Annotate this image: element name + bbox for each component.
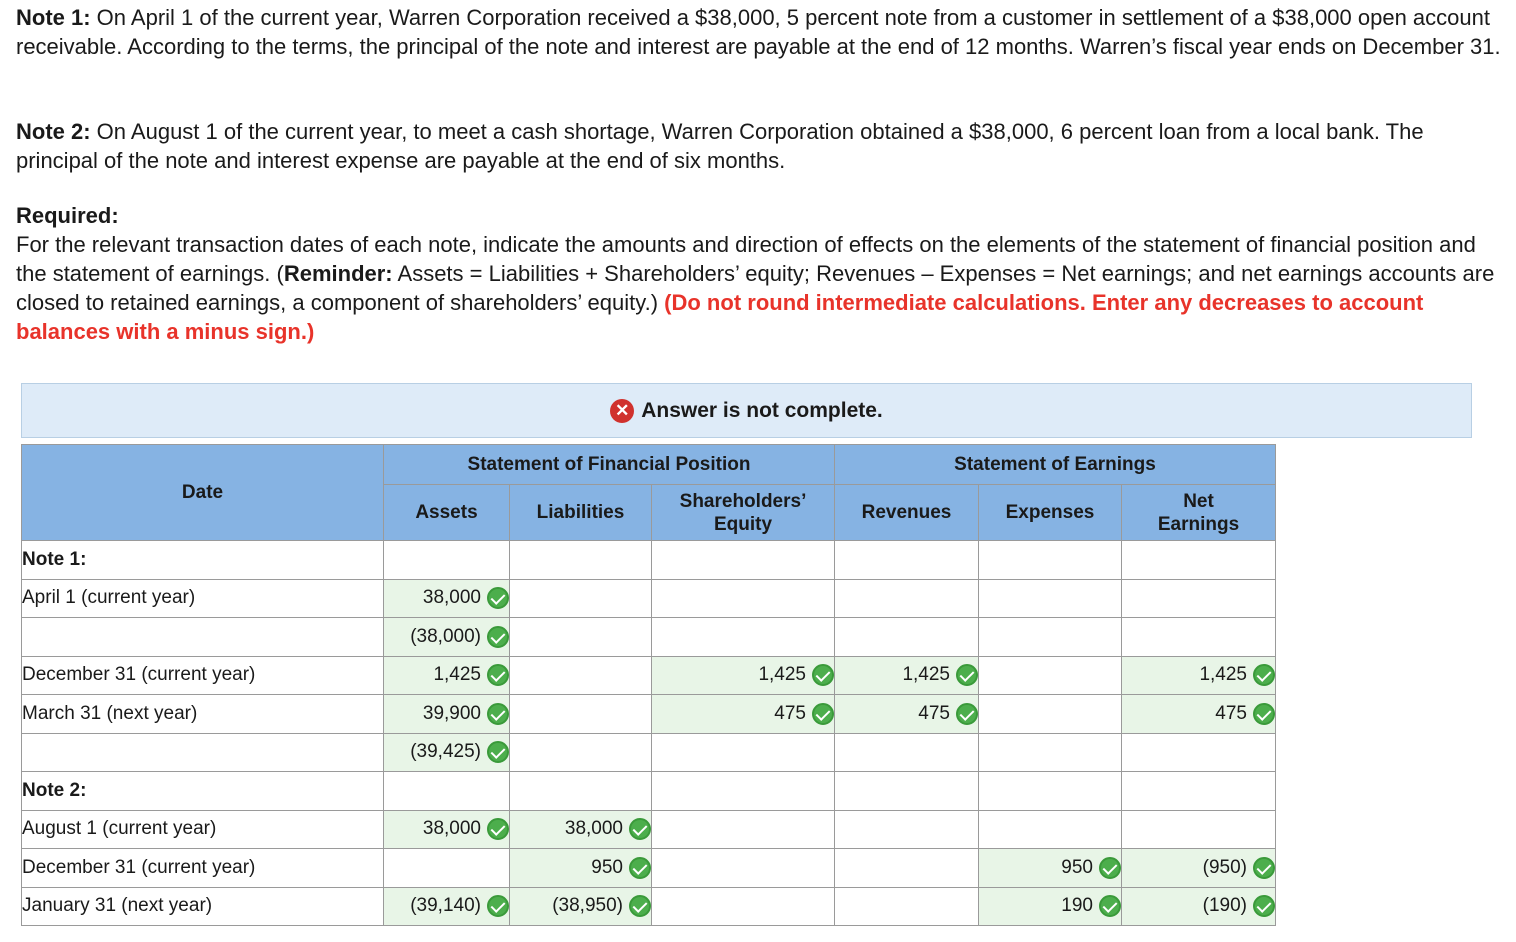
note-1-paragraph (16, 3, 1511, 61)
equity-cell[interactable] (652, 849, 835, 888)
revenues-cell[interactable] (835, 656, 979, 695)
checkmark-icon (812, 664, 834, 686)
checkmark-icon (1099, 857, 1121, 879)
equity-value: 1,425 (758, 664, 806, 686)
note-2-text: On August 1 of the current year, to meet a cash shortage, Warren Corporation obtained a $38,000, 6 percent loan from a local bank. The principal of the note and interest expense are payable at the end of six months. (16, 119, 1424, 173)
assets-value: 38,000 (422, 587, 481, 609)
revenues-cell[interactable] (835, 618, 979, 657)
checkmark-icon (1253, 664, 1275, 686)
group-header-financial-position: Statement of Financial Position (384, 445, 835, 485)
net-value: 475 (1215, 702, 1247, 724)
table-row (22, 695, 1276, 734)
net-cell[interactable] (1122, 695, 1276, 734)
checkmark-icon (812, 703, 834, 725)
assets-cell[interactable] (384, 618, 510, 657)
equity-cell[interactable] (652, 695, 835, 734)
col-header-date: Date (22, 445, 384, 541)
liabilities-cell[interactable] (510, 810, 652, 849)
table-row (22, 618, 1276, 657)
revenues-cell[interactable] (835, 887, 979, 926)
liabilities-cell[interactable] (510, 887, 652, 926)
col-header-equity: Shareholders’ Equity (652, 485, 835, 541)
table-row (22, 849, 1276, 888)
net-cell[interactable] (1122, 772, 1276, 811)
checkmark-icon (956, 703, 978, 725)
note-2-label: Note 2: (16, 119, 91, 144)
liabilities-cell[interactable] (510, 579, 652, 618)
revenues-cell[interactable] (835, 579, 979, 618)
assets-cell[interactable] (384, 887, 510, 926)
col-header-liabilities: Liabilities (510, 485, 652, 541)
equity-cell[interactable] (652, 887, 835, 926)
checkmark-icon (1253, 703, 1275, 725)
liabilities-cell[interactable] (510, 849, 652, 888)
net-value: (190) (1202, 895, 1247, 917)
section-row (22, 772, 1276, 811)
liabilities-cell[interactable] (510, 618, 652, 657)
checkmark-icon (629, 895, 651, 917)
revenues-cell[interactable] (835, 810, 979, 849)
equity-cell[interactable] (652, 541, 835, 580)
expenses-cell[interactable] (979, 810, 1122, 849)
liabilities-cell[interactable] (510, 772, 652, 811)
col-header-revenues: Revenues (835, 485, 979, 541)
equity-cell[interactable] (652, 618, 835, 657)
checkmark-icon (1099, 895, 1121, 917)
checkmark-icon (1253, 857, 1275, 879)
net-cell[interactable] (1122, 887, 1276, 926)
required-paragraph (16, 201, 1511, 346)
required-text: For the relevant transaction dates of each note, indicate the amounts and direction of effects on the elements of the statement of financial position and the statement of earnings. ( (16, 232, 1476, 286)
section-label: Note 2: (22, 772, 384, 811)
note-2-paragraph (16, 117, 1511, 175)
net-cell[interactable] (1122, 541, 1276, 580)
instruction-text: (Do not round intermediate calculations. Enter any decreases to account balances with a minus sign.) (16, 290, 1424, 344)
expenses-cell[interactable] (979, 579, 1122, 618)
assets-cell[interactable] (384, 579, 510, 618)
net-value: 1,425 (1199, 664, 1247, 686)
equity-cell[interactable] (652, 579, 835, 618)
liabilities-cell[interactable] (510, 656, 652, 695)
net-cell[interactable] (1122, 618, 1276, 657)
table-row (22, 579, 1276, 618)
checkmark-icon (629, 857, 651, 879)
checkmark-icon (487, 703, 509, 725)
assets-cell[interactable] (384, 810, 510, 849)
checkmark-icon (487, 626, 509, 648)
expenses-cell[interactable] (979, 849, 1122, 888)
answer-status-banner (21, 383, 1472, 438)
note-1-text: On April 1 of the current year, Warren Corporation received a $38,000, 5 percent note from a customer in settlement of a $38,000 open account receivable. According to the terms, the principal of the note and interest are payable at the end of 12 months. Warren’s fiscal year ends on December 31. (16, 5, 1501, 59)
net-cell[interactable] (1122, 849, 1276, 888)
net-value: (950) (1202, 856, 1247, 878)
expenses-cell[interactable] (979, 772, 1122, 811)
expenses-value: 190 (1061, 895, 1093, 917)
table-row (22, 733, 1276, 772)
assets-cell[interactable] (384, 695, 510, 734)
assets-value: (39,140) (410, 895, 481, 917)
expenses-cell[interactable] (979, 733, 1122, 772)
checkmark-icon (487, 664, 509, 686)
assets-value: 38,000 (422, 818, 481, 840)
required-label: Required: (16, 203, 119, 228)
liabilities-value: 38,000 (564, 818, 623, 840)
liabilities-cell[interactable] (510, 733, 652, 772)
assets-value: (39,425) (410, 741, 481, 763)
answer-status-text: Answer is not complete. (641, 398, 883, 422)
assets-cell[interactable] (384, 849, 510, 888)
date-cell: March 31 (next year) (22, 695, 384, 734)
col-header-assets: Assets (384, 485, 510, 541)
liabilities-cell[interactable] (510, 695, 652, 734)
equity-value: 475 (774, 702, 806, 724)
note-1-label: Note 1: (16, 5, 91, 30)
assets-cell[interactable] (384, 656, 510, 695)
net-cell[interactable] (1122, 733, 1276, 772)
revenues-cell[interactable] (835, 772, 979, 811)
answer-table (21, 444, 1276, 926)
expenses-cell[interactable] (979, 541, 1122, 580)
liabilities-value: (38,950) (552, 895, 623, 917)
checkmark-icon (487, 818, 509, 840)
reminder-label: Reminder: (283, 261, 393, 286)
assets-value: (38,000) (410, 625, 481, 647)
assets-cell[interactable] (384, 733, 510, 772)
date-cell: January 31 (next year) (22, 887, 384, 926)
assets-value: 39,900 (422, 702, 481, 724)
revenues-cell[interactable] (835, 695, 979, 734)
checkmark-icon (487, 741, 509, 763)
x-circle-icon: ✕ (610, 399, 634, 423)
checkmark-icon (629, 818, 651, 840)
equity-cell[interactable] (652, 810, 835, 849)
section-label: Note 1: (22, 541, 384, 580)
equity-cell[interactable] (652, 733, 835, 772)
table-row (22, 887, 1276, 926)
assets-value: 1,425 (433, 664, 481, 686)
expenses-cell[interactable] (979, 695, 1122, 734)
expenses-cell[interactable] (979, 618, 1122, 657)
net-cell[interactable] (1122, 579, 1276, 618)
assets-cell[interactable] (384, 541, 510, 580)
date-cell (22, 618, 384, 657)
revenues-value: 475 (918, 702, 950, 724)
checkmark-icon (487, 587, 509, 609)
date-cell (22, 733, 384, 772)
date-cell: April 1 (current year) (22, 579, 384, 618)
liabilities-value: 950 (591, 856, 623, 878)
section-row (22, 541, 1276, 580)
date-cell: December 31 (current year) (22, 656, 384, 695)
table-row (22, 656, 1276, 695)
equity-cell[interactable] (652, 656, 835, 695)
expenses-cell[interactable] (979, 887, 1122, 926)
expenses-cell[interactable] (979, 656, 1122, 695)
col-header-expenses: Expenses (979, 485, 1122, 541)
revenues-cell[interactable] (835, 849, 979, 888)
revenues-cell[interactable] (835, 541, 979, 580)
checkmark-icon (1253, 895, 1275, 917)
net-cell[interactable] (1122, 656, 1276, 695)
expenses-value: 950 (1061, 856, 1093, 878)
revenues-value: 1,425 (902, 664, 950, 686)
assets-cell[interactable] (384, 772, 510, 811)
liabilities-cell[interactable] (510, 541, 652, 580)
date-cell: August 1 (current year) (22, 810, 384, 849)
col-header-net-earnings: Net Earnings (1122, 485, 1276, 541)
revenues-cell[interactable] (835, 733, 979, 772)
group-header-earnings: Statement of Earnings (835, 445, 1276, 485)
checkmark-icon (956, 664, 978, 686)
reminder-text: Assets = Liabilities + Shareholders’ equity; Revenues – Expenses = Net earnings; and net earnings accounts are closed to retained earnings, a component of shareholders’ equity.) (16, 261, 1495, 315)
net-cell[interactable] (1122, 810, 1276, 849)
table-row (22, 810, 1276, 849)
checkmark-icon (487, 895, 509, 917)
equity-cell[interactable] (652, 772, 835, 811)
date-cell: December 31 (current year) (22, 849, 384, 888)
